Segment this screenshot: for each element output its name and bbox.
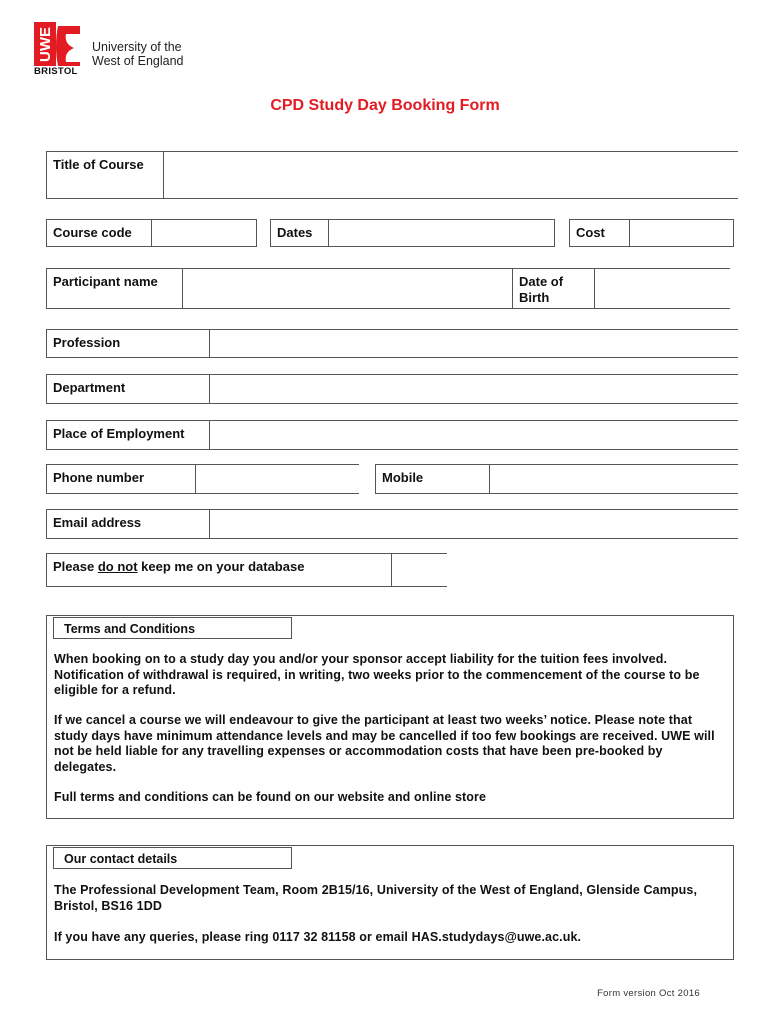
- phone-number-row: [46, 464, 359, 494]
- terms-heading: Terms and Conditions: [53, 617, 292, 639]
- terms-paragraph-3: Full terms and conditions can be found on our website and online store: [54, 790, 487, 804]
- cost-row: [569, 219, 734, 247]
- place-of-employment-input[interactable]: [209, 421, 738, 449]
- date-of-birth-label-line1: Date of: [519, 274, 564, 289]
- cost-input[interactable]: [629, 220, 733, 246]
- terms-section: [46, 615, 734, 819]
- phone-number-label: Phone number: [53, 470, 145, 485]
- place-of-employment-row: [46, 420, 738, 450]
- phone-number-input[interactable]: [195, 465, 359, 493]
- logo-university-name: [92, 40, 184, 68]
- date-of-birth-input[interactable]: [594, 269, 730, 308]
- contact-paragraph-1: The Professional Development Team, Room 2B15/16, University of the West of England, Glenside Campus, Bristol, BS16 1DD: [54, 883, 698, 913]
- database-optout-checkbox[interactable]: [391, 554, 447, 586]
- department-row: [46, 374, 738, 404]
- email-address-label: Email address: [53, 515, 142, 530]
- form-version-footer: Form version Oct 2016: [597, 988, 700, 999]
- mobile-row: [375, 464, 738, 494]
- database-optout-post: keep me on your database: [137, 559, 305, 574]
- email-address-row: [46, 509, 738, 539]
- contact-paragraph-2: If you have any queries, please ring 0117 32 81158 or email HAS.studydays@uwe.ac.uk.: [54, 930, 582, 944]
- dates-label: Dates: [277, 225, 313, 240]
- date-of-birth-label-cell: [512, 269, 594, 308]
- logo-name-line2: West of England: [92, 54, 184, 68]
- contact-heading: Our contact details: [53, 847, 292, 869]
- form-title: CPD Study Day Booking Form: [270, 97, 500, 114]
- date-of-birth-label: [513, 269, 563, 306]
- participant-name-input[interactable]: [182, 269, 559, 308]
- terms-paragraph-2: If we cancel a course we will endeavour to give the participant at least two weeks’ notice. Please note that study days have minimum attendance levels and may be cancelled if too few bookings are received. UWE will not be held liable for any travelling expenses or accommodation costs that have been pre-booked by delegates.: [54, 713, 715, 774]
- database-optout-pre: Please: [53, 559, 98, 574]
- course-code-row: [46, 219, 257, 247]
- cost-label: Cost: [576, 225, 605, 240]
- profession-input[interactable]: [209, 330, 738, 357]
- email-address-input[interactable]: [209, 510, 738, 538]
- title-of-course-row: [46, 151, 738, 199]
- mobile-label: Mobile: [382, 470, 424, 485]
- logo-mark-text: UWE: [37, 27, 54, 62]
- title-of-course-label: Title of Course: [53, 157, 144, 172]
- database-optout-label: [47, 554, 304, 575]
- course-code-input[interactable]: [151, 220, 256, 246]
- logo-bristol-text: BRISTOL: [34, 66, 78, 77]
- department-input[interactable]: [209, 375, 738, 403]
- dates-row: [270, 219, 555, 247]
- department-label: Department: [53, 380, 126, 395]
- contact-section: [46, 845, 734, 960]
- terms-paragraph-1: When booking on to a study day you and/or your sponsor accept liability for the tuition fees involved. Notification of withdrawal is required, in writing, two weeks prior to the commencement of the course to be eligible for a refund.: [54, 652, 700, 697]
- course-code-label: Course code: [53, 225, 132, 240]
- profession-label: Profession: [53, 335, 121, 350]
- participant-row: [46, 268, 730, 309]
- date-of-birth-label-line2: Birth: [519, 290, 550, 305]
- database-optout-emphasis: do not: [97, 559, 138, 574]
- mobile-input[interactable]: [489, 465, 738, 493]
- place-of-employment-label: Place of Employment: [53, 426, 185, 441]
- database-optout-row: [46, 553, 447, 587]
- profession-row: [46, 329, 738, 358]
- title-of-course-input[interactable]: [163, 152, 738, 198]
- participant-name-label: Participant name: [53, 274, 158, 289]
- logo-name-line1: University of the: [92, 40, 182, 54]
- dates-input[interactable]: [328, 220, 554, 246]
